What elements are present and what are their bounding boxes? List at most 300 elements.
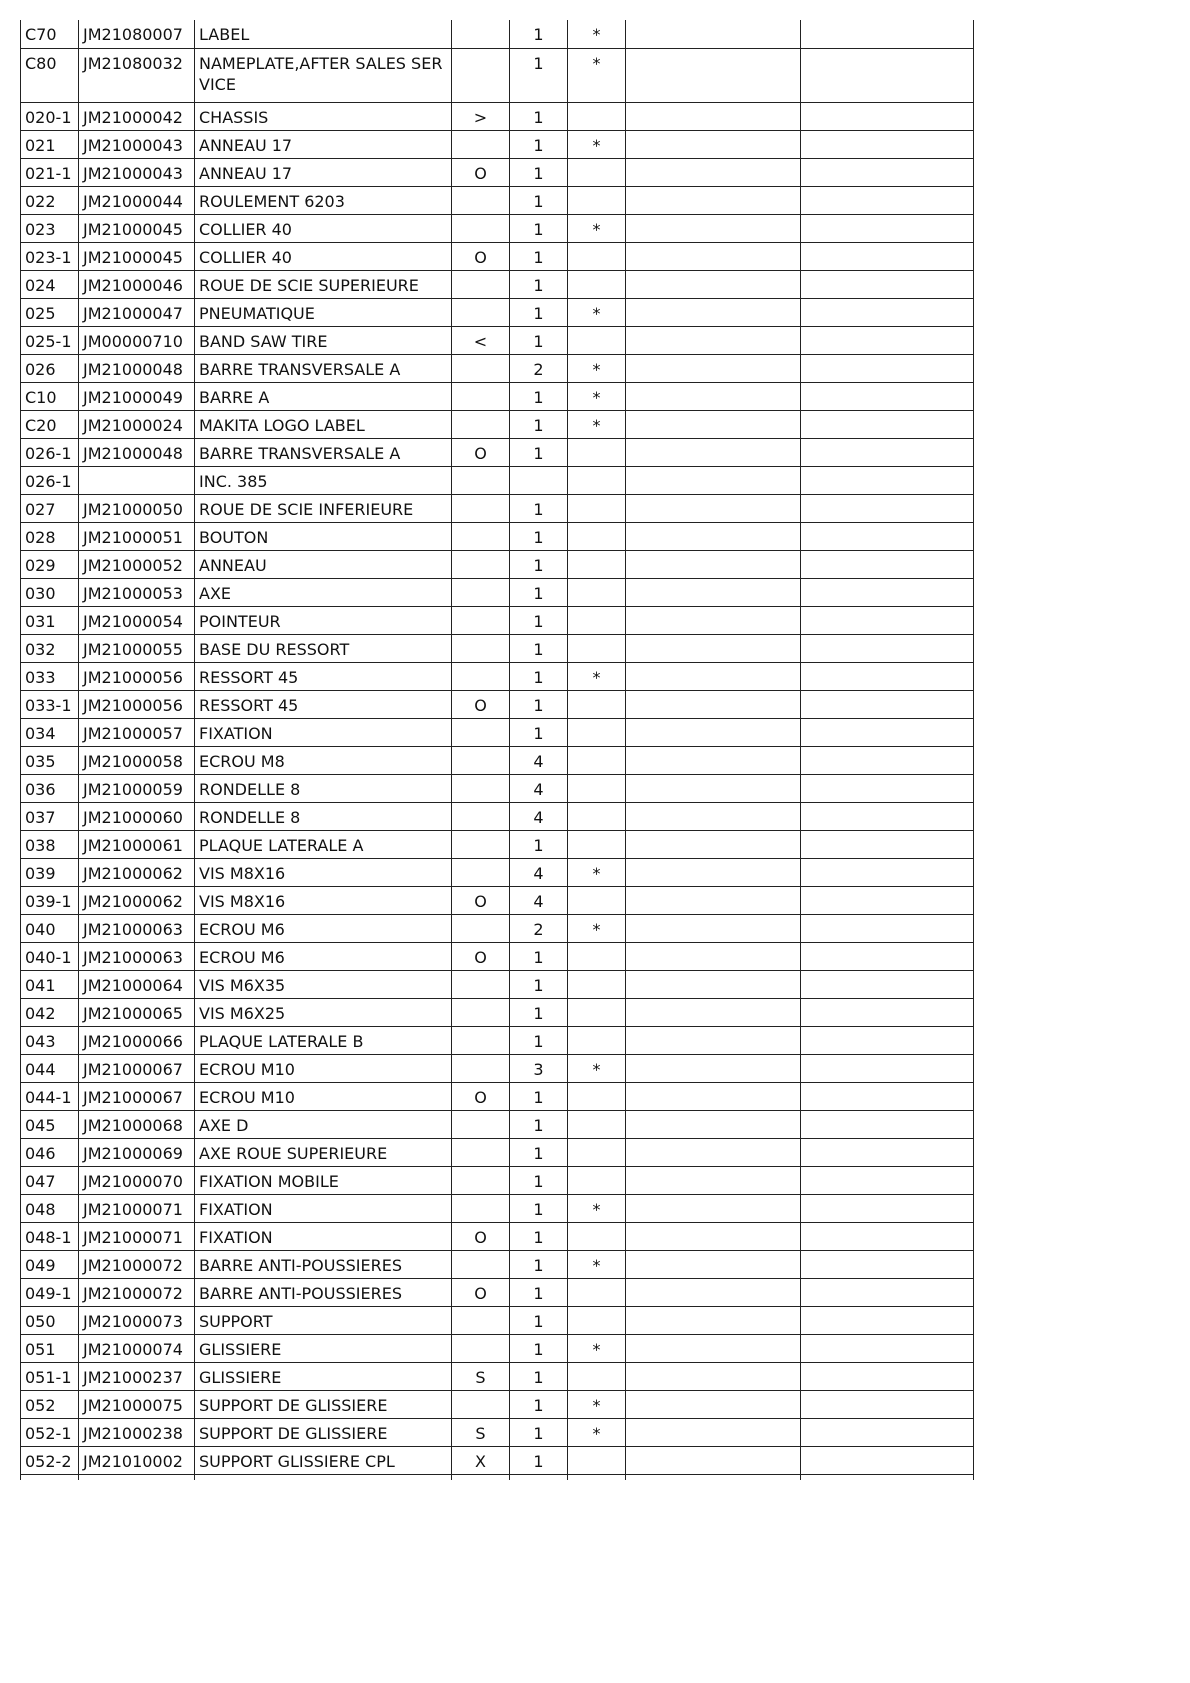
item-number-cell: 051-1 bbox=[21, 1362, 79, 1390]
blank-cell bbox=[801, 48, 974, 102]
blank-cell bbox=[626, 1362, 801, 1390]
table-row bbox=[21, 158, 974, 186]
mark-cell bbox=[452, 802, 510, 830]
asterisk-cell bbox=[568, 1082, 626, 1110]
asterisk-cell: * bbox=[568, 1194, 626, 1222]
item-number-cell: 030 bbox=[21, 578, 79, 606]
part-number-cell: JM21000058 bbox=[79, 746, 195, 774]
blank-cell bbox=[801, 606, 974, 634]
item-number-cell: 038 bbox=[21, 830, 79, 858]
asterisk-cell bbox=[568, 1446, 626, 1474]
quantity-cell: 1 bbox=[510, 942, 568, 970]
blank-cell bbox=[626, 1250, 801, 1278]
mark-cell bbox=[452, 1110, 510, 1138]
item-number-cell: 021-1 bbox=[21, 158, 79, 186]
item-number-cell: 048 bbox=[21, 1194, 79, 1222]
blank-cell bbox=[801, 634, 974, 662]
table-row bbox=[21, 242, 974, 270]
item-number-cell: 034 bbox=[21, 718, 79, 746]
mark-cell bbox=[452, 578, 510, 606]
quantity-cell: 1 bbox=[510, 1194, 568, 1222]
parts-list-body bbox=[21, 20, 974, 1480]
item-number-cell: 040 bbox=[21, 914, 79, 942]
blank-cell bbox=[626, 1222, 801, 1250]
part-number-cell: JM21010002 bbox=[79, 1446, 195, 1474]
description-cell: BARRE ANTI-POUSSIERES bbox=[195, 1250, 452, 1278]
item-number-cell: 049 bbox=[21, 1250, 79, 1278]
mark-cell bbox=[452, 48, 510, 102]
mark-cell bbox=[452, 1390, 510, 1418]
mark-cell bbox=[452, 914, 510, 942]
blank-cell bbox=[626, 690, 801, 718]
asterisk-cell bbox=[568, 606, 626, 634]
quantity-cell: 1 bbox=[510, 130, 568, 158]
blank-cell bbox=[801, 270, 974, 298]
blank-cell bbox=[801, 690, 974, 718]
mark-cell bbox=[452, 186, 510, 214]
part-number-cell: JM00000710 bbox=[79, 326, 195, 354]
blank-cell bbox=[801, 494, 974, 522]
asterisk-cell: * bbox=[568, 1334, 626, 1362]
description-cell: RONDELLE 8 bbox=[195, 774, 452, 802]
blank-cell bbox=[626, 998, 801, 1026]
part-number-cell: JM21000237 bbox=[79, 1362, 195, 1390]
quantity-cell: 1 bbox=[510, 270, 568, 298]
item-number-cell: 048-1 bbox=[21, 1222, 79, 1250]
quantity-cell: 1 bbox=[510, 718, 568, 746]
blank-cell bbox=[801, 1418, 974, 1446]
description-cell: AXE ROUE SUPERIEURE bbox=[195, 1138, 452, 1166]
blank-cell bbox=[801, 466, 974, 494]
blank-cell bbox=[801, 1110, 974, 1138]
blank-cell bbox=[801, 214, 974, 242]
mark-cell bbox=[452, 774, 510, 802]
part-number-cell: JM21000062 bbox=[79, 858, 195, 886]
blank-cell bbox=[626, 1474, 801, 1480]
asterisk-cell: * bbox=[568, 858, 626, 886]
description-cell: FIXATION bbox=[195, 1222, 452, 1250]
quantity-cell: 1 bbox=[510, 690, 568, 718]
table-row bbox=[21, 1446, 974, 1474]
asterisk-cell: * bbox=[568, 914, 626, 942]
quantity-cell: 1 bbox=[510, 1418, 568, 1446]
table-row bbox=[21, 970, 974, 998]
table-row bbox=[21, 606, 974, 634]
quantity-cell: 1 bbox=[510, 550, 568, 578]
table-row bbox=[21, 1138, 974, 1166]
asterisk-cell bbox=[568, 438, 626, 466]
mark-cell: O bbox=[452, 438, 510, 466]
table-row bbox=[21, 886, 974, 914]
parts-list-table bbox=[20, 20, 974, 1480]
table-row bbox=[21, 466, 974, 494]
asterisk-cell bbox=[568, 270, 626, 298]
table-row bbox=[21, 1390, 974, 1418]
blank-cell bbox=[626, 1446, 801, 1474]
asterisk-cell bbox=[568, 1138, 626, 1166]
asterisk-cell bbox=[568, 326, 626, 354]
mark-cell bbox=[452, 1166, 510, 1194]
blank-cell bbox=[801, 1474, 974, 1480]
quantity-cell: 1 bbox=[510, 830, 568, 858]
table-row bbox=[21, 522, 974, 550]
table-row bbox=[21, 130, 974, 158]
blank-cell bbox=[801, 1138, 974, 1166]
asterisk-cell bbox=[568, 1306, 626, 1334]
blank-cell bbox=[626, 270, 801, 298]
blank-cell bbox=[626, 1306, 801, 1334]
asterisk-cell bbox=[568, 886, 626, 914]
blank-cell bbox=[626, 20, 801, 48]
mark-cell bbox=[452, 130, 510, 158]
item-number-cell: 025 bbox=[21, 298, 79, 326]
item-number-cell: 027 bbox=[21, 494, 79, 522]
asterisk-cell bbox=[568, 718, 626, 746]
asterisk-cell bbox=[568, 494, 626, 522]
blank-cell bbox=[801, 1250, 974, 1278]
description-cell: ECROU M6 bbox=[195, 942, 452, 970]
part-number-cell: JM21000044 bbox=[79, 186, 195, 214]
asterisk-cell bbox=[568, 774, 626, 802]
table-row bbox=[21, 1026, 974, 1054]
table-row bbox=[21, 270, 974, 298]
mark-cell bbox=[452, 1026, 510, 1054]
quantity-cell: 4 bbox=[510, 858, 568, 886]
blank-cell bbox=[801, 830, 974, 858]
item-number-cell: 052-1 bbox=[21, 1418, 79, 1446]
description-cell: ROULEMENT 6203 bbox=[195, 186, 452, 214]
quantity-cell: 1 bbox=[510, 578, 568, 606]
part-number-cell: JM21000050 bbox=[79, 494, 195, 522]
table-row bbox=[21, 494, 974, 522]
blank-cell bbox=[626, 298, 801, 326]
mark-cell: X bbox=[452, 1446, 510, 1474]
blank-cell bbox=[801, 102, 974, 130]
part-number-cell: JM21000238 bbox=[79, 1418, 195, 1446]
part-number-cell: JM21000062 bbox=[79, 886, 195, 914]
part-number-cell: JM21000069 bbox=[79, 1138, 195, 1166]
quantity-cell: 1 bbox=[510, 1026, 568, 1054]
blank-cell bbox=[801, 858, 974, 886]
item-number-cell: 051 bbox=[21, 1334, 79, 1362]
item-number-cell: 029 bbox=[21, 550, 79, 578]
part-number-cell: JM21000072 bbox=[79, 1250, 195, 1278]
blank-cell bbox=[801, 382, 974, 410]
table-row bbox=[21, 1306, 974, 1334]
description-cell: ECROU M8 bbox=[195, 746, 452, 774]
table-row bbox=[21, 1082, 974, 1110]
blank-cell bbox=[801, 746, 974, 774]
quantity-cell: 1 bbox=[510, 1110, 568, 1138]
blank-cell bbox=[626, 382, 801, 410]
blank-cell bbox=[801, 1026, 974, 1054]
blank-cell bbox=[801, 1334, 974, 1362]
blank-cell bbox=[801, 550, 974, 578]
asterisk-cell bbox=[568, 1278, 626, 1306]
description-cell: COLLIER 40 bbox=[195, 242, 452, 270]
blank-cell bbox=[452, 1474, 510, 1480]
part-number-cell: JM21000057 bbox=[79, 718, 195, 746]
asterisk-cell bbox=[568, 1362, 626, 1390]
asterisk-cell: * bbox=[568, 1418, 626, 1446]
description-cell: SUPPORT DE GLISSIERE bbox=[195, 1390, 452, 1418]
asterisk-cell: * bbox=[568, 48, 626, 102]
mark-cell: O bbox=[452, 158, 510, 186]
table-row bbox=[21, 830, 974, 858]
blank-cell bbox=[801, 942, 974, 970]
mark-cell bbox=[452, 634, 510, 662]
table-row bbox=[21, 298, 974, 326]
item-number-cell: C10 bbox=[21, 382, 79, 410]
quantity-cell: 1 bbox=[510, 410, 568, 438]
asterisk-cell: * bbox=[568, 20, 626, 48]
description-cell: ANNEAU bbox=[195, 550, 452, 578]
blank-cell bbox=[626, 718, 801, 746]
part-number-cell: JM21000067 bbox=[79, 1054, 195, 1082]
asterisk-cell bbox=[568, 522, 626, 550]
blank-cell bbox=[801, 774, 974, 802]
asterisk-cell bbox=[568, 242, 626, 270]
item-number-cell: 033 bbox=[21, 662, 79, 690]
table-row bbox=[21, 438, 974, 466]
blank-cell bbox=[626, 438, 801, 466]
item-number-cell: 039-1 bbox=[21, 886, 79, 914]
item-number-cell: 039 bbox=[21, 858, 79, 886]
blank-cell bbox=[626, 1194, 801, 1222]
item-number-cell: 036 bbox=[21, 774, 79, 802]
description-cell: FIXATION MOBILE bbox=[195, 1166, 452, 1194]
blank-cell bbox=[195, 1474, 452, 1480]
quantity-cell: 1 bbox=[510, 1362, 568, 1390]
table-row bbox=[21, 746, 974, 774]
description-cell: PLAQUE LATERALE A bbox=[195, 830, 452, 858]
blank-cell bbox=[801, 1166, 974, 1194]
blank-cell bbox=[801, 1306, 974, 1334]
quantity-cell: 1 bbox=[510, 186, 568, 214]
part-number-cell: JM21000070 bbox=[79, 1166, 195, 1194]
table-row bbox=[21, 914, 974, 942]
quantity-cell: 2 bbox=[510, 354, 568, 382]
blank-cell bbox=[626, 746, 801, 774]
description-cell: BASE DU RESSORT bbox=[195, 634, 452, 662]
quantity-cell: 4 bbox=[510, 802, 568, 830]
part-number-cell: JM21000045 bbox=[79, 242, 195, 270]
blank-cell bbox=[626, 1334, 801, 1362]
table-row bbox=[21, 382, 974, 410]
quantity-cell: 1 bbox=[510, 1306, 568, 1334]
mark-cell bbox=[452, 382, 510, 410]
quantity-cell: 1 bbox=[510, 1278, 568, 1306]
description-cell: BAND SAW TIRE bbox=[195, 326, 452, 354]
item-number-cell: 043 bbox=[21, 1026, 79, 1054]
blank-cell bbox=[801, 158, 974, 186]
blank-cell bbox=[801, 410, 974, 438]
blank-cell bbox=[21, 1474, 79, 1480]
table-row bbox=[21, 1418, 974, 1446]
item-number-cell: 025-1 bbox=[21, 326, 79, 354]
blank-cell bbox=[626, 158, 801, 186]
asterisk-cell bbox=[568, 746, 626, 774]
description-cell: ANNEAU 17 bbox=[195, 130, 452, 158]
description-cell: INC. 385 bbox=[195, 466, 452, 494]
mark-cell bbox=[452, 270, 510, 298]
description-cell: POINTEUR bbox=[195, 606, 452, 634]
table-row bbox=[21, 578, 974, 606]
quantity-cell: 4 bbox=[510, 746, 568, 774]
quantity-cell: 1 bbox=[510, 1250, 568, 1278]
asterisk-cell bbox=[568, 942, 626, 970]
table-row bbox=[21, 354, 974, 382]
mark-cell bbox=[452, 410, 510, 438]
item-number-cell: 035 bbox=[21, 746, 79, 774]
item-number-cell: 052 bbox=[21, 1390, 79, 1418]
mark-cell bbox=[452, 20, 510, 48]
table-row bbox=[21, 1222, 974, 1250]
quantity-cell: 1 bbox=[510, 1138, 568, 1166]
asterisk-cell: * bbox=[568, 1054, 626, 1082]
item-number-cell: 052-2 bbox=[21, 1446, 79, 1474]
part-number-cell: JM21000042 bbox=[79, 102, 195, 130]
quantity-cell: 1 bbox=[510, 326, 568, 354]
description-cell: BARRE TRANSVERSALE A bbox=[195, 354, 452, 382]
item-number-cell: 033-1 bbox=[21, 690, 79, 718]
mark-cell bbox=[452, 858, 510, 886]
asterisk-cell bbox=[568, 998, 626, 1026]
table-row bbox=[21, 1054, 974, 1082]
item-number-cell: 026 bbox=[21, 354, 79, 382]
mark-cell bbox=[452, 1138, 510, 1166]
blank-cell bbox=[626, 942, 801, 970]
mark-cell: O bbox=[452, 886, 510, 914]
part-number-cell: JM21000052 bbox=[79, 550, 195, 578]
item-number-cell: 026-1 bbox=[21, 438, 79, 466]
part-number-cell: JM21000045 bbox=[79, 214, 195, 242]
description-cell: ROUE DE SCIE INFERIEURE bbox=[195, 494, 452, 522]
mark-cell bbox=[452, 970, 510, 998]
quantity-cell: 1 bbox=[510, 998, 568, 1026]
asterisk-cell bbox=[568, 690, 626, 718]
description-cell: RESSORT 45 bbox=[195, 690, 452, 718]
mark-cell bbox=[452, 214, 510, 242]
asterisk-cell: * bbox=[568, 130, 626, 158]
blank-cell bbox=[626, 606, 801, 634]
description-cell: LABEL bbox=[195, 20, 452, 48]
part-number-cell: JM21000067 bbox=[79, 1082, 195, 1110]
quantity-cell: 1 bbox=[510, 606, 568, 634]
blank-cell bbox=[801, 1390, 974, 1418]
table-row bbox=[21, 326, 974, 354]
description-cell: SUPPORT DE GLISSIERE bbox=[195, 1418, 452, 1446]
mark-cell: > bbox=[452, 102, 510, 130]
blank-cell bbox=[801, 298, 974, 326]
mark-cell: S bbox=[452, 1362, 510, 1390]
part-number-cell: JM21000060 bbox=[79, 802, 195, 830]
description-cell: BARRE ANTI-POUSSIERES bbox=[195, 1278, 452, 1306]
part-number-cell: JM21000055 bbox=[79, 634, 195, 662]
quantity-cell: 1 bbox=[510, 970, 568, 998]
asterisk-cell: * bbox=[568, 298, 626, 326]
quantity-cell: 1 bbox=[510, 1082, 568, 1110]
quantity-cell: 1 bbox=[510, 48, 568, 102]
table-row bbox=[21, 662, 974, 690]
part-number-cell: JM21000059 bbox=[79, 774, 195, 802]
blank-cell bbox=[801, 522, 974, 550]
table-row bbox=[21, 1166, 974, 1194]
table-row bbox=[21, 690, 974, 718]
asterisk-cell bbox=[568, 1222, 626, 1250]
blank-cell bbox=[568, 1474, 626, 1480]
description-cell: ECROU M6 bbox=[195, 914, 452, 942]
mark-cell bbox=[452, 466, 510, 494]
part-number-cell: JM21000071 bbox=[79, 1222, 195, 1250]
mark-cell: O bbox=[452, 690, 510, 718]
mark-cell: < bbox=[452, 326, 510, 354]
quantity-cell: 1 bbox=[510, 1390, 568, 1418]
part-number-cell: JM21000048 bbox=[79, 354, 195, 382]
blank-cell bbox=[626, 578, 801, 606]
part-number-cell: JM21000043 bbox=[79, 158, 195, 186]
part-number-cell: JM21000056 bbox=[79, 690, 195, 718]
quantity-cell: 1 bbox=[510, 522, 568, 550]
item-number-cell: 040-1 bbox=[21, 942, 79, 970]
blank-cell bbox=[626, 102, 801, 130]
blank-cell bbox=[801, 326, 974, 354]
asterisk-cell bbox=[568, 102, 626, 130]
item-number-cell: 050 bbox=[21, 1306, 79, 1334]
item-number-cell: C70 bbox=[21, 20, 79, 48]
blank-cell bbox=[626, 914, 801, 942]
blank-cell bbox=[626, 48, 801, 102]
mark-cell: O bbox=[452, 942, 510, 970]
asterisk-cell: * bbox=[568, 214, 626, 242]
item-number-cell: 023 bbox=[21, 214, 79, 242]
part-number-cell bbox=[79, 466, 195, 494]
description-cell: MAKITA LOGO LABEL bbox=[195, 410, 452, 438]
mark-cell bbox=[452, 298, 510, 326]
blank-cell bbox=[626, 1054, 801, 1082]
blank-cell bbox=[510, 1474, 568, 1480]
description-cell: VIS M6X25 bbox=[195, 998, 452, 1026]
blank-cell bbox=[626, 802, 801, 830]
part-number-cell: JM21000073 bbox=[79, 1306, 195, 1334]
part-number-cell: JM21000053 bbox=[79, 578, 195, 606]
quantity-cell: 1 bbox=[510, 1334, 568, 1362]
blank-cell bbox=[626, 550, 801, 578]
blank-cell bbox=[801, 718, 974, 746]
table-row bbox=[21, 858, 974, 886]
mark-cell bbox=[452, 606, 510, 634]
table-row bbox=[21, 1110, 974, 1138]
blank-cell bbox=[801, 662, 974, 690]
table-row bbox=[21, 186, 974, 214]
description-cell: FIXATION bbox=[195, 1194, 452, 1222]
item-number-cell: 041 bbox=[21, 970, 79, 998]
mark-cell bbox=[452, 662, 510, 690]
item-number-cell: 037 bbox=[21, 802, 79, 830]
blank-cell bbox=[801, 1054, 974, 1082]
description-cell: NAMEPLATE,AFTER SALES SERVICE bbox=[195, 48, 452, 102]
description-cell: RONDELLE 8 bbox=[195, 802, 452, 830]
blank-cell bbox=[801, 1222, 974, 1250]
quantity-cell: 1 bbox=[510, 1446, 568, 1474]
item-number-cell: 044 bbox=[21, 1054, 79, 1082]
asterisk-cell bbox=[568, 1166, 626, 1194]
quantity-cell: 1 bbox=[510, 438, 568, 466]
table-row bbox=[21, 102, 974, 130]
table-row bbox=[21, 1278, 974, 1306]
quantity-cell: 1 bbox=[510, 382, 568, 410]
blank-cell bbox=[801, 578, 974, 606]
